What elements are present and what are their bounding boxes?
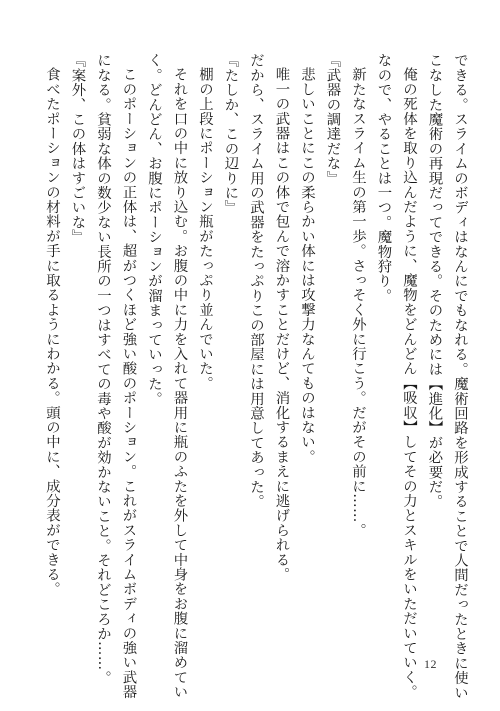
text-line: 唯一の武器はこの体で包んで溶かすことだけど、消化するまえに逃げられる。	[273, 67, 290, 582]
dialogue-line: 『案外、この体はすごいな』	[69, 53, 86, 245]
dialogue-line: 『たしか、この辺りに』	[222, 53, 239, 215]
text-line: 悲しいことにこの柔らかい体には攻撃力なんてものはない。	[299, 67, 315, 465]
text-line: だから、スライム用の武器をたっぷりこの部屋には用意してあった。	[248, 53, 264, 509]
dialogue-line: 『武器の調達だな』	[324, 53, 341, 186]
text-line: できる。スライムのボディはなんにでもなれる。魔術回路を形成することで人間だったときに使い	[452, 53, 468, 700]
text-line: 棚の上段にポーション瓶がたっぷり並んでいた。	[197, 67, 213, 391]
page-number: 12	[424, 657, 437, 671]
text-line: 食べたポーションの材料が手に取るようにわかる。頭の中に、成分表ができる。	[44, 67, 60, 597]
text-line: それを口の中に放り込む。お腹の中に力を入れて器用に瓶のふたを外して中身をお腹に溜めてい	[171, 67, 188, 700]
text-line: 俺の死体を取り込んだように、魔物をどんどん【吸収】してその力とスキルをいただいていく。	[401, 67, 417, 700]
text-line: こなした魔術の再現だってできる。そのためには【進化】が必要だ。	[426, 53, 443, 509]
text-line: このポーションの正体は、超がつくほど強い酸のポーション。これがスライムボディの強い武器	[120, 67, 137, 700]
text-line: になる。貧弱な体の数少ない長所の一つはすべての毒や酸が効かないこと。それどころか……。	[95, 53, 111, 686]
text-line: 新たなスライム生の第一歩。さっそく外に行こう。だがその前に……。	[350, 67, 366, 538]
text-line: く。どんどん、お腹にポーションが溜まっていった。	[146, 53, 162, 406]
text-line: なので、やることは一つ。魔物狩り。	[375, 53, 392, 303]
